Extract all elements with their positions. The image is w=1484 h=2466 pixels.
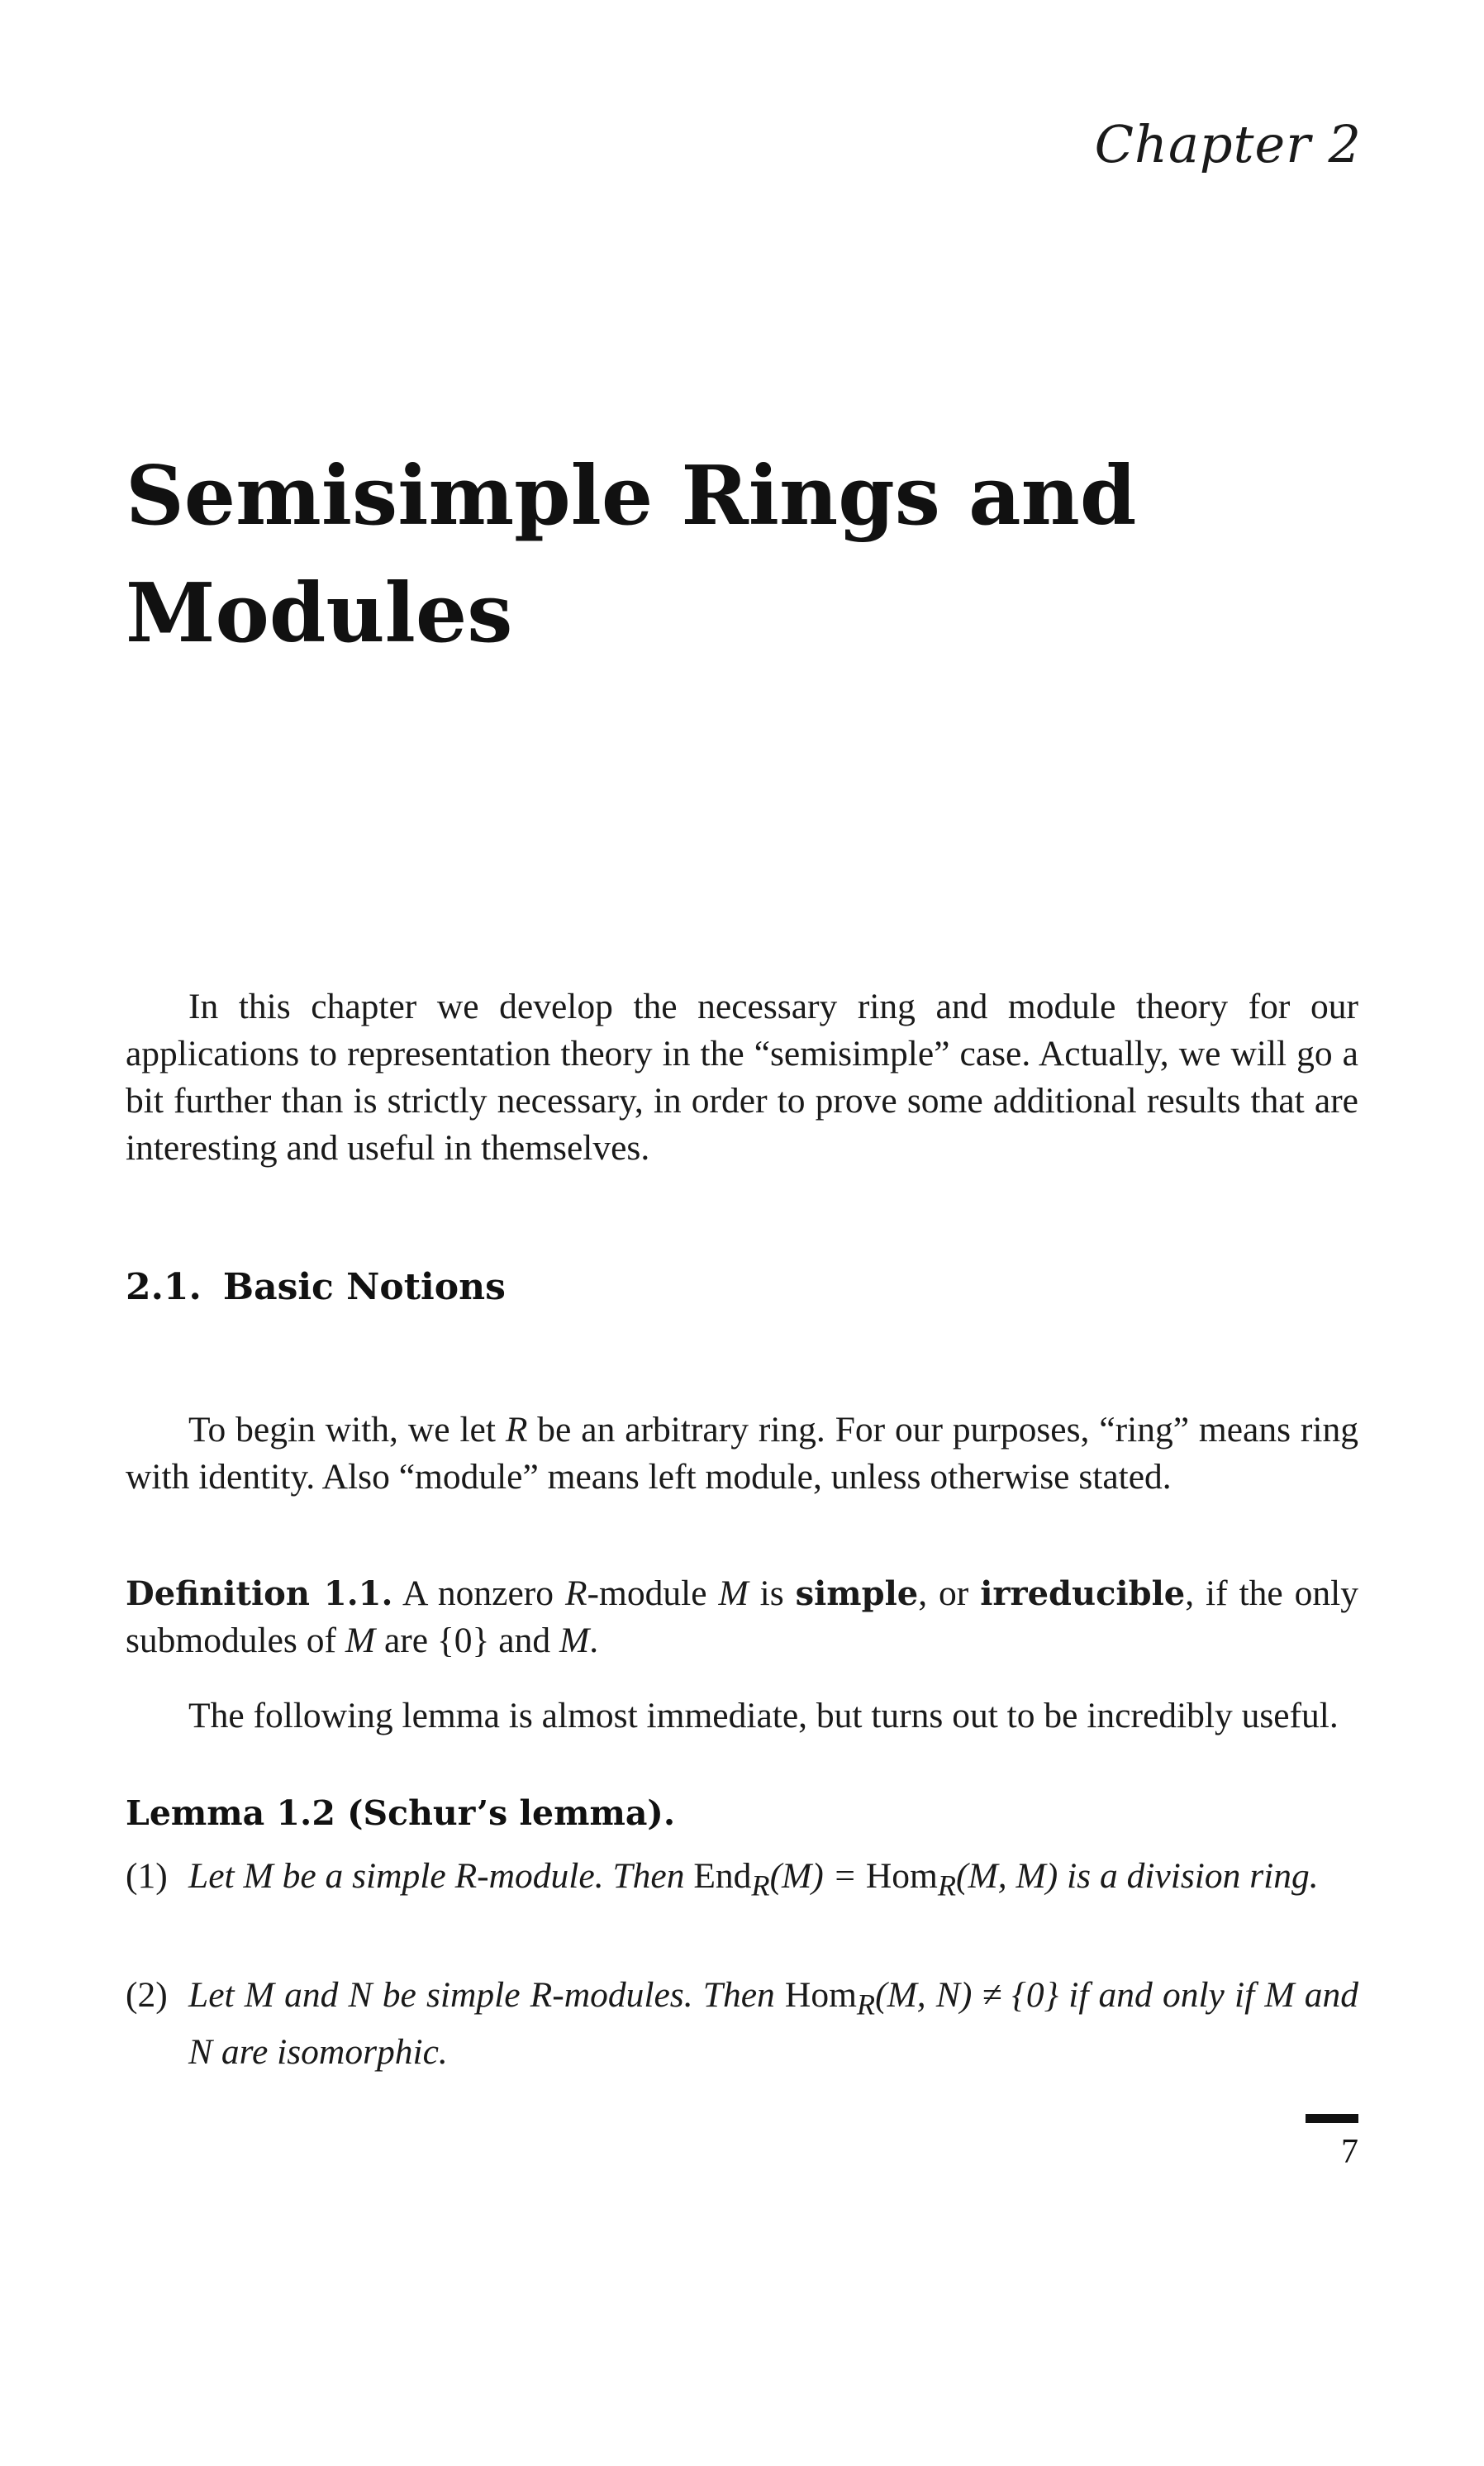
intro-paragraph: In this chapter we develop the necessary ring and module theory for our applications to representation theory in the “semisimple” case. Actually, we will go a bit further than is strictly necessary, in order to prove some additional results that are interesting and useful in themselves. [126,987,1358,1168]
item-marker: (2) [126,1975,168,2015]
lemma-intro-paragraph: The following lemma is almost immediate, but turns out to be incredibly useful. [188,1696,1339,1735]
text-run: , if the only submodules of [126,1573,1358,1660]
text-run: (M, N) ≠ {0} if and only if M and N are isomorphic. [188,1975,1359,2072]
item-text [188,1853,1358,1910]
math-var: M [345,1621,376,1660]
subscript: R [751,1869,770,1902]
opening-paragraph [126,1407,1358,1501]
operator: Hom [865,1856,938,1896]
operator: End [693,1856,752,1896]
item-text [188,1972,1358,2076]
definition-1-1 [126,1570,1358,1664]
text-run: A nonzero [392,1573,565,1613]
text-run: (M) = [769,1856,866,1896]
chapter-title: Semisimple Rings and Modules [126,449,1137,661]
text-run: (M, M) is a division ring. [956,1856,1319,1896]
lemma-item-2 [126,1972,1358,2076]
text-run: -module [587,1573,719,1613]
subscript: R [937,1869,957,1902]
section-heading [126,1266,506,1308]
math-var: R [564,1573,587,1613]
chapter-label: Chapter 2 [1094,114,1362,174]
text-run: . [589,1621,599,1660]
item-marker: (1) [126,1856,168,1896]
lemma-heading: Lemma 1.2 (Schur’s lemma). [126,1793,676,1833]
defined-term: simple [795,1574,919,1613]
subscript: R [856,1988,876,2021]
defined-term: irreducible [980,1574,1186,1613]
definition-label: Definition 1.1. [126,1574,393,1613]
section-title: Basic Notions [222,1266,506,1308]
text-run: To begin with, we let [188,1410,506,1450]
text-run: are {0} and [375,1621,559,1660]
footer-rule [1306,2114,1358,2123]
operator: Hom [784,1975,857,2015]
lemma-item-1 [126,1853,1358,1910]
text-run: Let M and N be simple R-modules. Then [188,1975,785,2015]
text-run: , or [918,1573,981,1613]
math-var: M [718,1573,749,1613]
text-run: be an arbitrary ring. For our purposes, “ring” means ring with identity. Also “module” means left module, unless otherwise stated. [126,1410,1358,1497]
text-run: is [748,1573,796,1613]
text-run: Let M be a simple R-module. Then [188,1856,694,1896]
section-number: 2.1. [126,1266,202,1308]
page-number: 7 [1341,2133,1358,2171]
math-var: R [505,1410,528,1450]
math-var: M [559,1621,590,1660]
